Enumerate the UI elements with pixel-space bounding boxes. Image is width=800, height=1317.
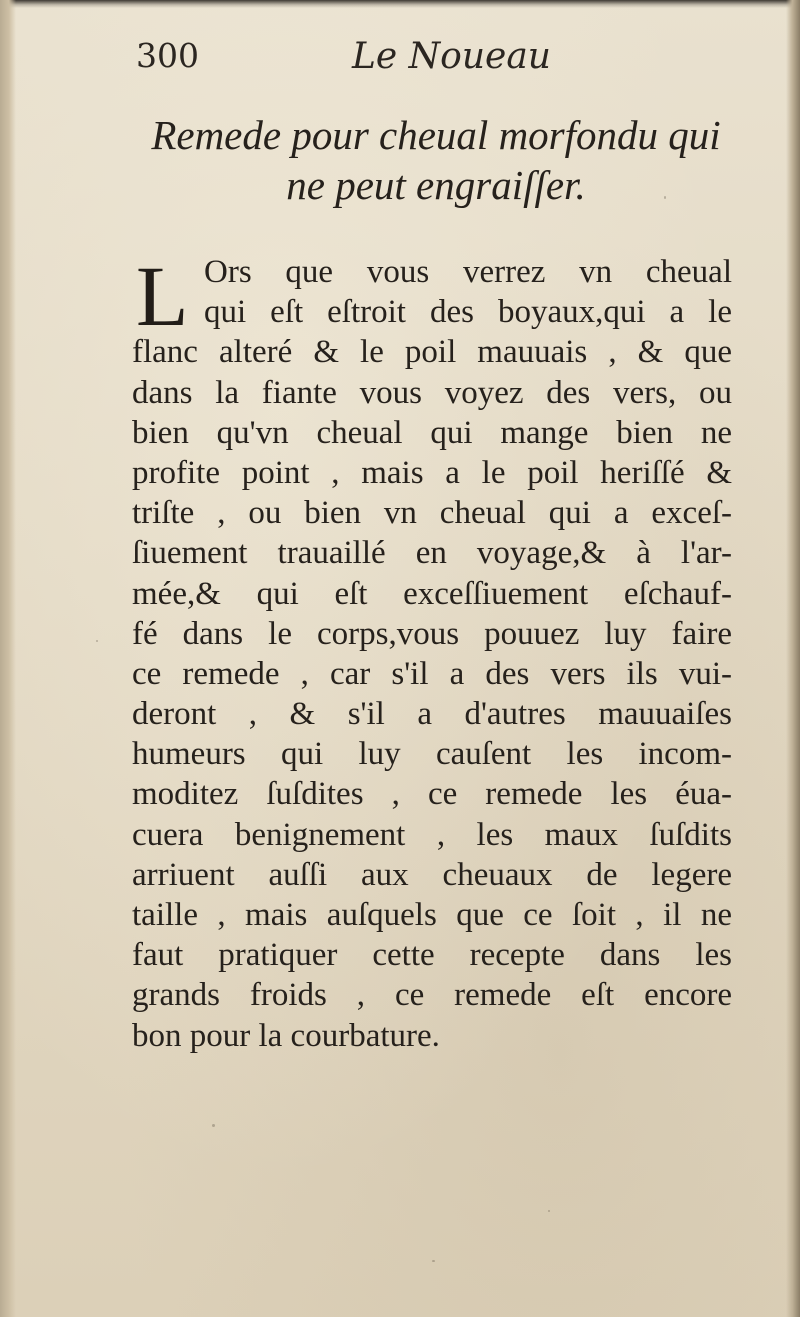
text-line: fé dans le corps,vous pouuez luy faire [132,615,732,652]
text-line: moditez ſuſdites , ce remede les éua- [132,776,732,813]
section-title-line-2: ne peut engraiſſer. [286,162,586,208]
text-line: taille , mais auſquels que ce ſoit , il ne [132,897,732,933]
text-line: deront , & s'il a d'autres mauuaiſes [132,696,732,733]
text-line-2: qui eſt eſtroit des boyaux,qui a le [204,294,732,331]
text-line: arriuent auſſi aux cheuaux de legere [132,856,732,893]
running-head: Le Noueau [352,36,551,77]
text-line: grands froids , ce remede eſt encore [132,977,732,1014]
text-line-1: Ors que vous verrez vn cheual [204,254,732,290]
page-gutter-shadow [0,0,16,1317]
drop-cap: L [136,248,189,344]
text-line: profite point , mais a le poil heriſſé & [132,454,732,491]
text-line: mée,& qui eſt exceſſiuement eſchauf- [132,575,732,612]
text-line: triſte , ou bien vn cheual qui a exceſ- [132,495,732,532]
text-line: humeurs qui luy cauſent les incom- [132,736,732,773]
page-outer-edge [786,0,800,1317]
text-line: dans la fiante vous voyez des vers, ou [132,374,732,411]
page-top-shadow [0,0,800,8]
text-line: faut pratiquer cette recepte dans les [132,937,732,974]
running-header [136,36,736,86]
text-line: ce remede , car s'il a des vers ils vui- [132,655,732,692]
text-line: flanc alteré & le poil mauuais , & que [132,334,732,371]
section-title-line-1: Remede pour cheual morfondu qui [151,112,721,158]
text-lines [132,332,732,1055]
text-line: bien qu'vn cheual qui mange bien ne [132,414,732,451]
body-paragraph [132,248,732,1056]
section-title [136,110,736,210]
page-number: 300 [136,36,199,75]
text-line: ſiuement trauaillé en voyage,& à l'ar- [132,535,732,572]
text-line: bon pour la courbature. [132,1017,440,1054]
text-line: cuera benignement , les maux ſuſdits [132,816,732,853]
